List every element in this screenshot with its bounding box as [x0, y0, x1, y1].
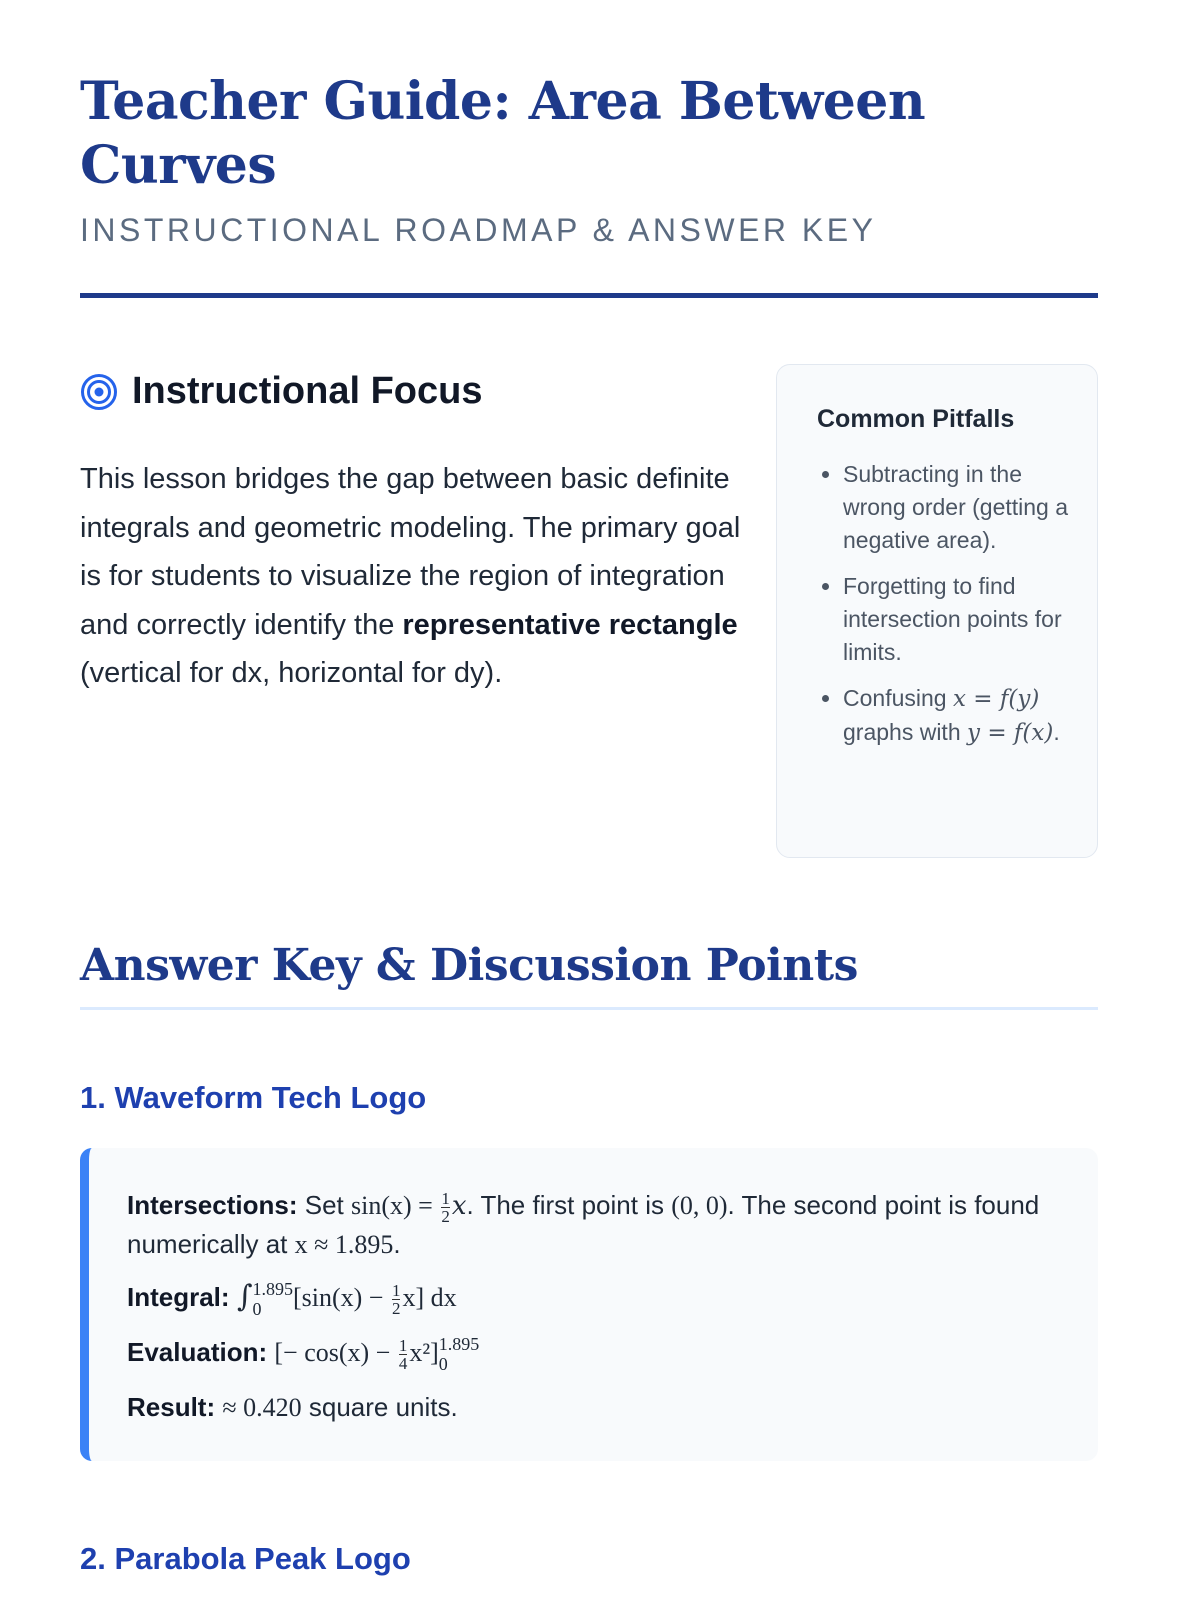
- result-line: [127, 1388, 1058, 1427]
- numerator: 1: [398, 1335, 408, 1355]
- math-expression: [− cos(x) −: [274, 1338, 397, 1368]
- numerator: 1: [391, 1280, 401, 1300]
- answer-card: [80, 1148, 1098, 1461]
- math-expression: x] dx: [402, 1283, 457, 1312]
- section-divider: [80, 1007, 1098, 1010]
- integral-line: [127, 1278, 1058, 1319]
- pitfalls-list: [817, 458, 1075, 750]
- label: Integral:: [127, 1282, 230, 1312]
- answer-key-heading: Answer Key & Discussion Points: [80, 940, 858, 991]
- denominator: 2: [391, 1298, 401, 1318]
- math-expression: x ≈ 1.895: [294, 1230, 394, 1259]
- header-divider: [80, 293, 1098, 298]
- math-point: (0, 0): [671, 1191, 728, 1220]
- focus-text: This lesson bridges the gap between basic definite integrals and geometric modeling. The primary goal is for students to visualize the region of integration and correctly identify the: [80, 463, 741, 641]
- integral-sign: ∫: [236, 1279, 253, 1314]
- text: . The second point is found numerically at: [127, 1190, 1040, 1259]
- pitfall-item: [843, 682, 1075, 750]
- target-icon: [80, 373, 118, 411]
- problem-title: 2. Parabola Peak Logo: [80, 1541, 411, 1577]
- pitfall-item: • Forgetting to find intersection points for limits.: [843, 570, 1075, 669]
- pitfall-text: graphs with: [843, 719, 968, 745]
- pitfall-text: .: [1053, 719, 1060, 745]
- fraction-half: [392, 1282, 401, 1317]
- label: Evaluation:: [127, 1337, 268, 1368]
- problem-title: 1. Waveform Tech Logo: [80, 1080, 427, 1115]
- focus-paragraph: [80, 455, 750, 698]
- page-subtitle: INSTRUCTIONAL ROADMAP & ANSWER KEY: [80, 212, 877, 248]
- pitfall-text: Confusing: [843, 685, 953, 711]
- math-expression: x²]: [409, 1338, 439, 1368]
- common-pitfalls-box: [776, 364, 1098, 858]
- limits: [252, 1279, 293, 1319]
- evaluation-line: [127, 1333, 1058, 1374]
- document: [80, 0, 1098, 1577]
- math-expression: sin(x) =: [350, 1191, 440, 1220]
- label: Intersections:: [127, 1190, 298, 1220]
- page-title: Teacher Guide: Area Between Curves: [80, 71, 926, 196]
- math-variable: x: [451, 1191, 467, 1221]
- math-expression: x = f(y): [952, 686, 1040, 712]
- lower-limit: 0: [252, 1299, 262, 1320]
- text: .: [393, 1229, 401, 1259]
- denominator: 4: [398, 1353, 408, 1373]
- instructional-focus-section: [80, 364, 750, 858]
- fraction-quarter: [399, 1337, 408, 1372]
- focus-text-end: (vertical for dx, horizontal for dy).: [80, 657, 503, 689]
- denominator: 2: [441, 1206, 450, 1226]
- result-value: ≈ 0.420: [222, 1393, 302, 1423]
- numerator: 1: [441, 1188, 450, 1208]
- focus-heading: Instructional Focus: [132, 370, 483, 412]
- text: . The first point is: [466, 1190, 672, 1220]
- lower-limit: 0: [438, 1354, 448, 1375]
- math-expression: [sin(x) −: [292, 1283, 390, 1312]
- upper-limit: 1.895: [252, 1279, 293, 1300]
- text: square units.: [301, 1392, 458, 1423]
- pitfall-item: • Subtracting in the wrong order (getting a negative area).: [843, 458, 1075, 557]
- upper-limit: 1.895: [438, 1334, 480, 1355]
- intersections-line: [127, 1186, 1058, 1264]
- pitfalls-heading: Common Pitfalls: [817, 405, 1015, 433]
- focus-bold-term: representative rectangle: [402, 608, 738, 641]
- math-expression: y = f(x): [967, 720, 1054, 746]
- label: Result:: [127, 1392, 216, 1423]
- text: Set: [297, 1190, 351, 1220]
- limits: [439, 1334, 480, 1374]
- fraction-half: [441, 1190, 450, 1225]
